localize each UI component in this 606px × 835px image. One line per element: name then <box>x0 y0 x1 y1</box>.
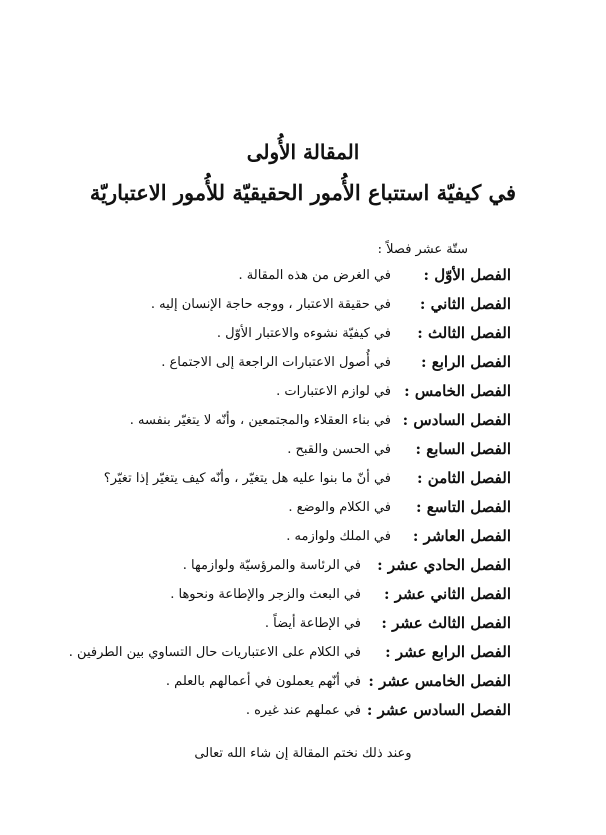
chapter-label: الفصل السادس عشر : <box>366 701 511 719</box>
chapter-desc: في أنّ ما بنوا عليه هل يتغيّر ، وأنّه كيف يتغيّر إذا تغيّر؟ <box>103 471 391 486</box>
chapter-desc: في أنّهم يعملون في أعمالهم بالعلم . <box>165 674 361 689</box>
chapter-desc: في الملك ولوازمه . <box>286 529 391 544</box>
chapter-label: الفصل الرابع : <box>420 353 511 371</box>
chapter-desc: في لوازم الاعتبارات . <box>276 384 391 399</box>
chapter-label: الفصل الرابع عشر : <box>385 643 511 661</box>
page-title: المقالة الأُولى <box>246 140 360 164</box>
chapter-label: الفصل الثامن : <box>417 469 511 487</box>
chapter-desc: في الحسن والقبح . <box>287 442 391 457</box>
chapter-desc: في الإطاعة أيضاً . <box>264 616 361 631</box>
chapter-label: الفصل الحادي عشر : <box>377 556 511 574</box>
chapter-desc: في أُصول الاعتبارات الراجعة إلى الاجتماع . <box>161 355 391 370</box>
chapter-label: الفصل الخامس عشر : <box>368 672 511 690</box>
chapter-desc: في حقيقة الاعتبار ، ووجه حاجة الإنسان إليه . <box>150 297 391 312</box>
chapter-desc: في الكلام والوضع . <box>288 500 391 515</box>
chapter-label: الفصل الثاني : <box>419 295 511 313</box>
chapter-desc: في عملهم عند غيره . <box>245 703 361 718</box>
chapter-desc: في البعث والزجر والإطاعة ونحوها . <box>170 587 361 602</box>
chapter-label: الفصل الأوّل : <box>423 266 511 284</box>
chapter-label: الفصل العاشر : <box>412 527 511 545</box>
chapter-desc: في الغرض من هذه المقالة . <box>238 268 391 283</box>
chapter-label: الفصل التاسع : <box>415 498 511 516</box>
chapter-label: الفصل الثالث عشر : <box>381 614 511 632</box>
chapter-label: الفصل الثالث : <box>417 324 511 342</box>
chapter-label: الفصل الخامس : <box>404 382 511 400</box>
chapter-label: الفصل السابع : <box>415 440 511 458</box>
chapter-desc: في الكلام على الاعتباريات حال التساوي بين الطرفين . <box>68 645 361 660</box>
chapter-label: الفصل الثاني عشر : <box>383 585 511 603</box>
chapter-label: الفصل السادس : <box>402 411 511 429</box>
chapter-desc: في الرئاسة والمرؤسيّة ولوازمها . <box>182 558 361 573</box>
page-subtitle: في كيفيّة استتباع الأُمور الحقيقيّة للأُمور الاعتباريّة <box>89 180 517 205</box>
chapter-desc: في بناء العقلاء والمجتمعين ، وأنّه لا يتغيّر بنفسه . <box>129 413 391 428</box>
chapter-desc: في كيفيّة نشوءه والاعتبار الأوّل . <box>216 326 391 341</box>
intro-text: ستّة عشر فصلاً : <box>377 242 468 257</box>
closing-text: وعند ذلك نختم المقالة إن شاء الله تعالى <box>194 746 412 761</box>
